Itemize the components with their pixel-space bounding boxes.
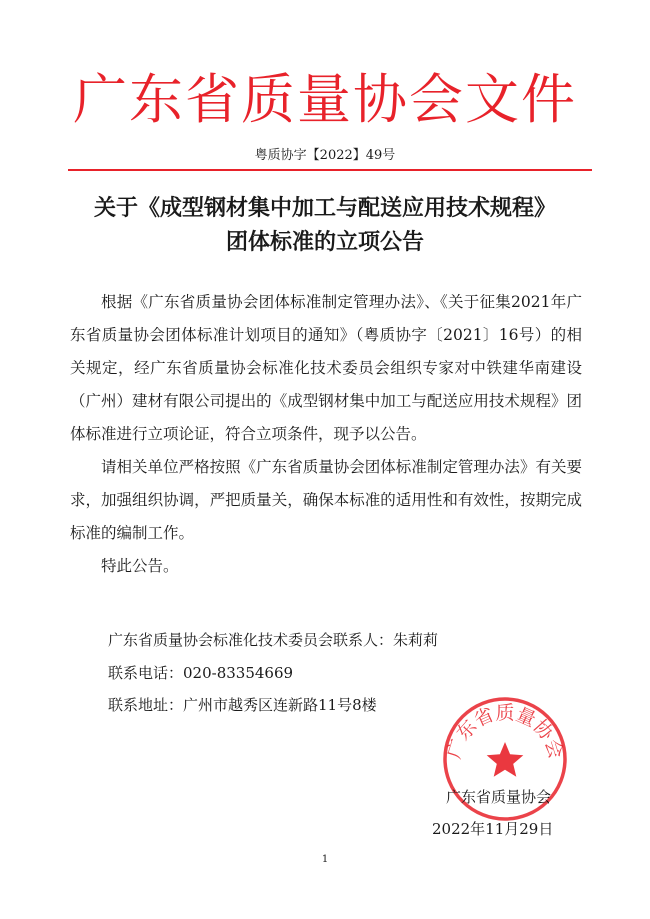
announcement-title-line-1: 关于《成型钢材集中加工与配送应用技术规程》	[93, 196, 556, 221]
issuer-signature: 广东省质量协会	[446, 788, 552, 806]
header-red-rule	[68, 169, 592, 171]
seal-star-icon	[487, 742, 524, 777]
document-header-title: 广东省质量协会文件	[73, 68, 577, 131]
page-number: 1	[321, 854, 329, 865]
announcement-body	[70, 286, 582, 583]
seal-lettering: 广东省质量协会	[442, 702, 568, 762]
body-paragraph-3: 特此公告。	[101, 557, 179, 575]
issue-date: 2022年11月29日	[432, 820, 554, 838]
document-number: 粤质协字【2022】49号	[254, 148, 396, 163]
body-paragraph-1: 根据《广东省质量协会团体标准制定管理办法》、《关于征集2021年广东省质量协会团体标准计划项目的通知》（粤质协字〔2021〕16号）的相关规定，经广东省质量协会标准化技术委员会组织专家对中铁建华南建设（广州）建材有限公司提出的《成型钢材集中加工与配送应用技术规程》团体标准进行立项论证，符合立项条件，现予以公告。	[70, 293, 582, 443]
announcement-title-line-2: 团体标准的立项公告	[225, 230, 424, 255]
contact-phone: 联系电话：020-83354669	[108, 664, 294, 682]
body-paragraph-2: 请相关单位严格按照《广东省质量协会团体标准制定管理办法》有关要求，加强组织协调，严把质量关，确保本标准的适用性和有效性，按期完成标准的编制工作。	[70, 458, 582, 542]
contact-address: 联系地址：广州市越秀区连新路11号8楼	[108, 696, 377, 714]
contact-person: 广东省质量协会标准化技术委员会联系人：朱莉莉	[108, 631, 439, 649]
